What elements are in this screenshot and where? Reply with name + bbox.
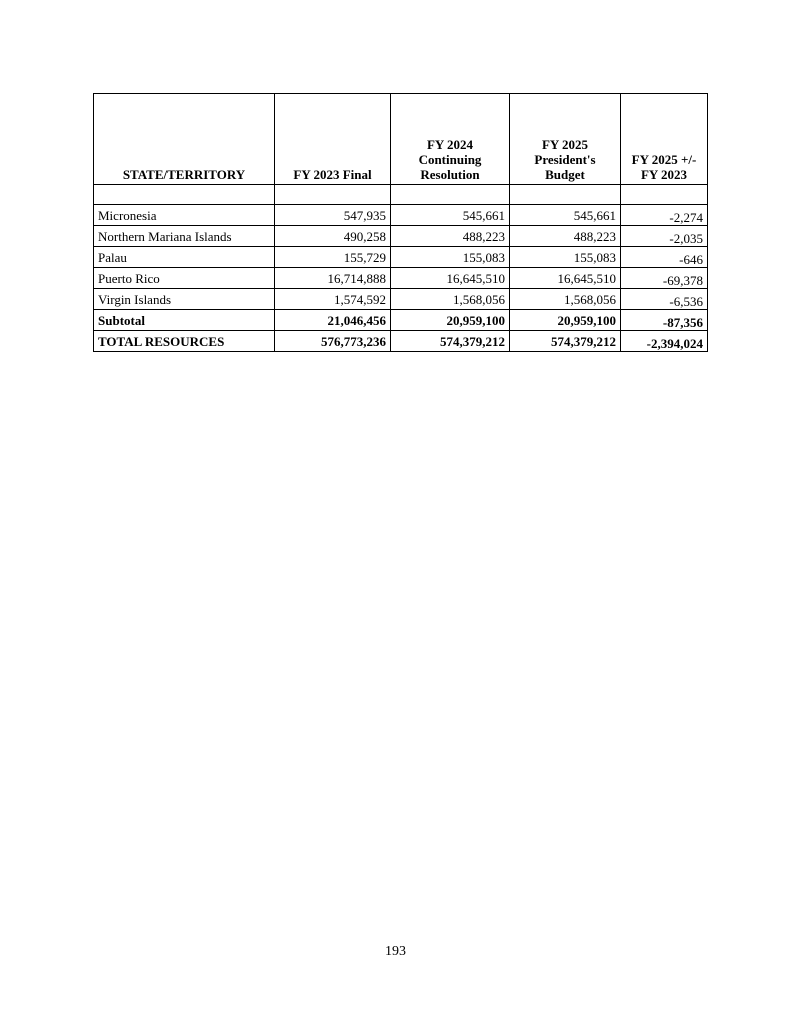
state-name: Northern Mariana Islands bbox=[94, 226, 275, 247]
state-name: Puerto Rico bbox=[94, 268, 275, 289]
header-fy2025-diff: FY 2025 +/- FY 2023 bbox=[621, 94, 708, 185]
fy2024-value: 488,223 bbox=[391, 226, 510, 247]
fy2023-value: 490,258 bbox=[275, 226, 391, 247]
subtotal-label: Subtotal bbox=[94, 310, 275, 331]
spacer-row bbox=[94, 185, 708, 202]
header-fy2025-pb: FY 2025 President's Budget bbox=[510, 94, 621, 185]
spacer-cell bbox=[94, 185, 275, 202]
total-fy2025: 574,379,212 bbox=[510, 331, 621, 352]
page-number: 193 bbox=[385, 944, 406, 959]
state-name: Micronesia bbox=[94, 205, 275, 226]
total-diff: -2,394,024 bbox=[621, 331, 708, 352]
header-row bbox=[94, 94, 708, 185]
diff-value: -646 bbox=[621, 247, 708, 268]
subtotal-row bbox=[94, 310, 708, 331]
fy2025-value: 16,645,510 bbox=[510, 268, 621, 289]
fy2024-value: 16,645,510 bbox=[391, 268, 510, 289]
table-row bbox=[94, 247, 708, 268]
table-row bbox=[94, 268, 708, 289]
spacer-cell bbox=[391, 185, 510, 202]
state-name: Virgin Islands bbox=[94, 289, 275, 310]
budget-table bbox=[93, 93, 708, 352]
header-state-territory: STATE/TERRITORY bbox=[94, 94, 275, 185]
total-fy2024: 574,379,212 bbox=[391, 331, 510, 352]
fy2025-value: 545,661 bbox=[510, 205, 621, 226]
diff-value: -2,035 bbox=[621, 226, 708, 247]
diff-value: -69,378 bbox=[621, 268, 708, 289]
spacer-cell bbox=[275, 185, 391, 202]
header-fy2023-final: FY 2023 Final bbox=[275, 94, 391, 185]
fy2023-value: 1,574,592 bbox=[275, 289, 391, 310]
fy2023-value: 547,935 bbox=[275, 205, 391, 226]
table-row bbox=[94, 289, 708, 310]
subtotal-diff: -87,356 bbox=[621, 310, 708, 331]
fy2025-value: 1,568,056 bbox=[510, 289, 621, 310]
table-row bbox=[94, 226, 708, 247]
fy2024-value: 545,661 bbox=[391, 205, 510, 226]
fy2024-value: 1,568,056 bbox=[391, 289, 510, 310]
fy2025-value: 155,083 bbox=[510, 247, 621, 268]
total-row bbox=[94, 331, 708, 352]
spacer-cell bbox=[621, 185, 708, 202]
header-fy2024-cr: FY 2024 Continuing Resolution bbox=[391, 94, 510, 185]
fy2023-value: 155,729 bbox=[275, 247, 391, 268]
total-label: TOTAL RESOURCES bbox=[94, 331, 275, 352]
table-row bbox=[94, 205, 708, 226]
subtotal-fy2023: 21,046,456 bbox=[275, 310, 391, 331]
total-fy2023: 576,773,236 bbox=[275, 331, 391, 352]
fy2024-value: 155,083 bbox=[391, 247, 510, 268]
subtotal-fy2024: 20,959,100 bbox=[391, 310, 510, 331]
fy2023-value: 16,714,888 bbox=[275, 268, 391, 289]
diff-value: -2,274 bbox=[621, 205, 708, 226]
spacer-cell bbox=[510, 185, 621, 202]
state-name: Palau bbox=[94, 247, 275, 268]
subtotal-fy2025: 20,959,100 bbox=[510, 310, 621, 331]
diff-value: -6,536 bbox=[621, 289, 708, 310]
fy2025-value: 488,223 bbox=[510, 226, 621, 247]
